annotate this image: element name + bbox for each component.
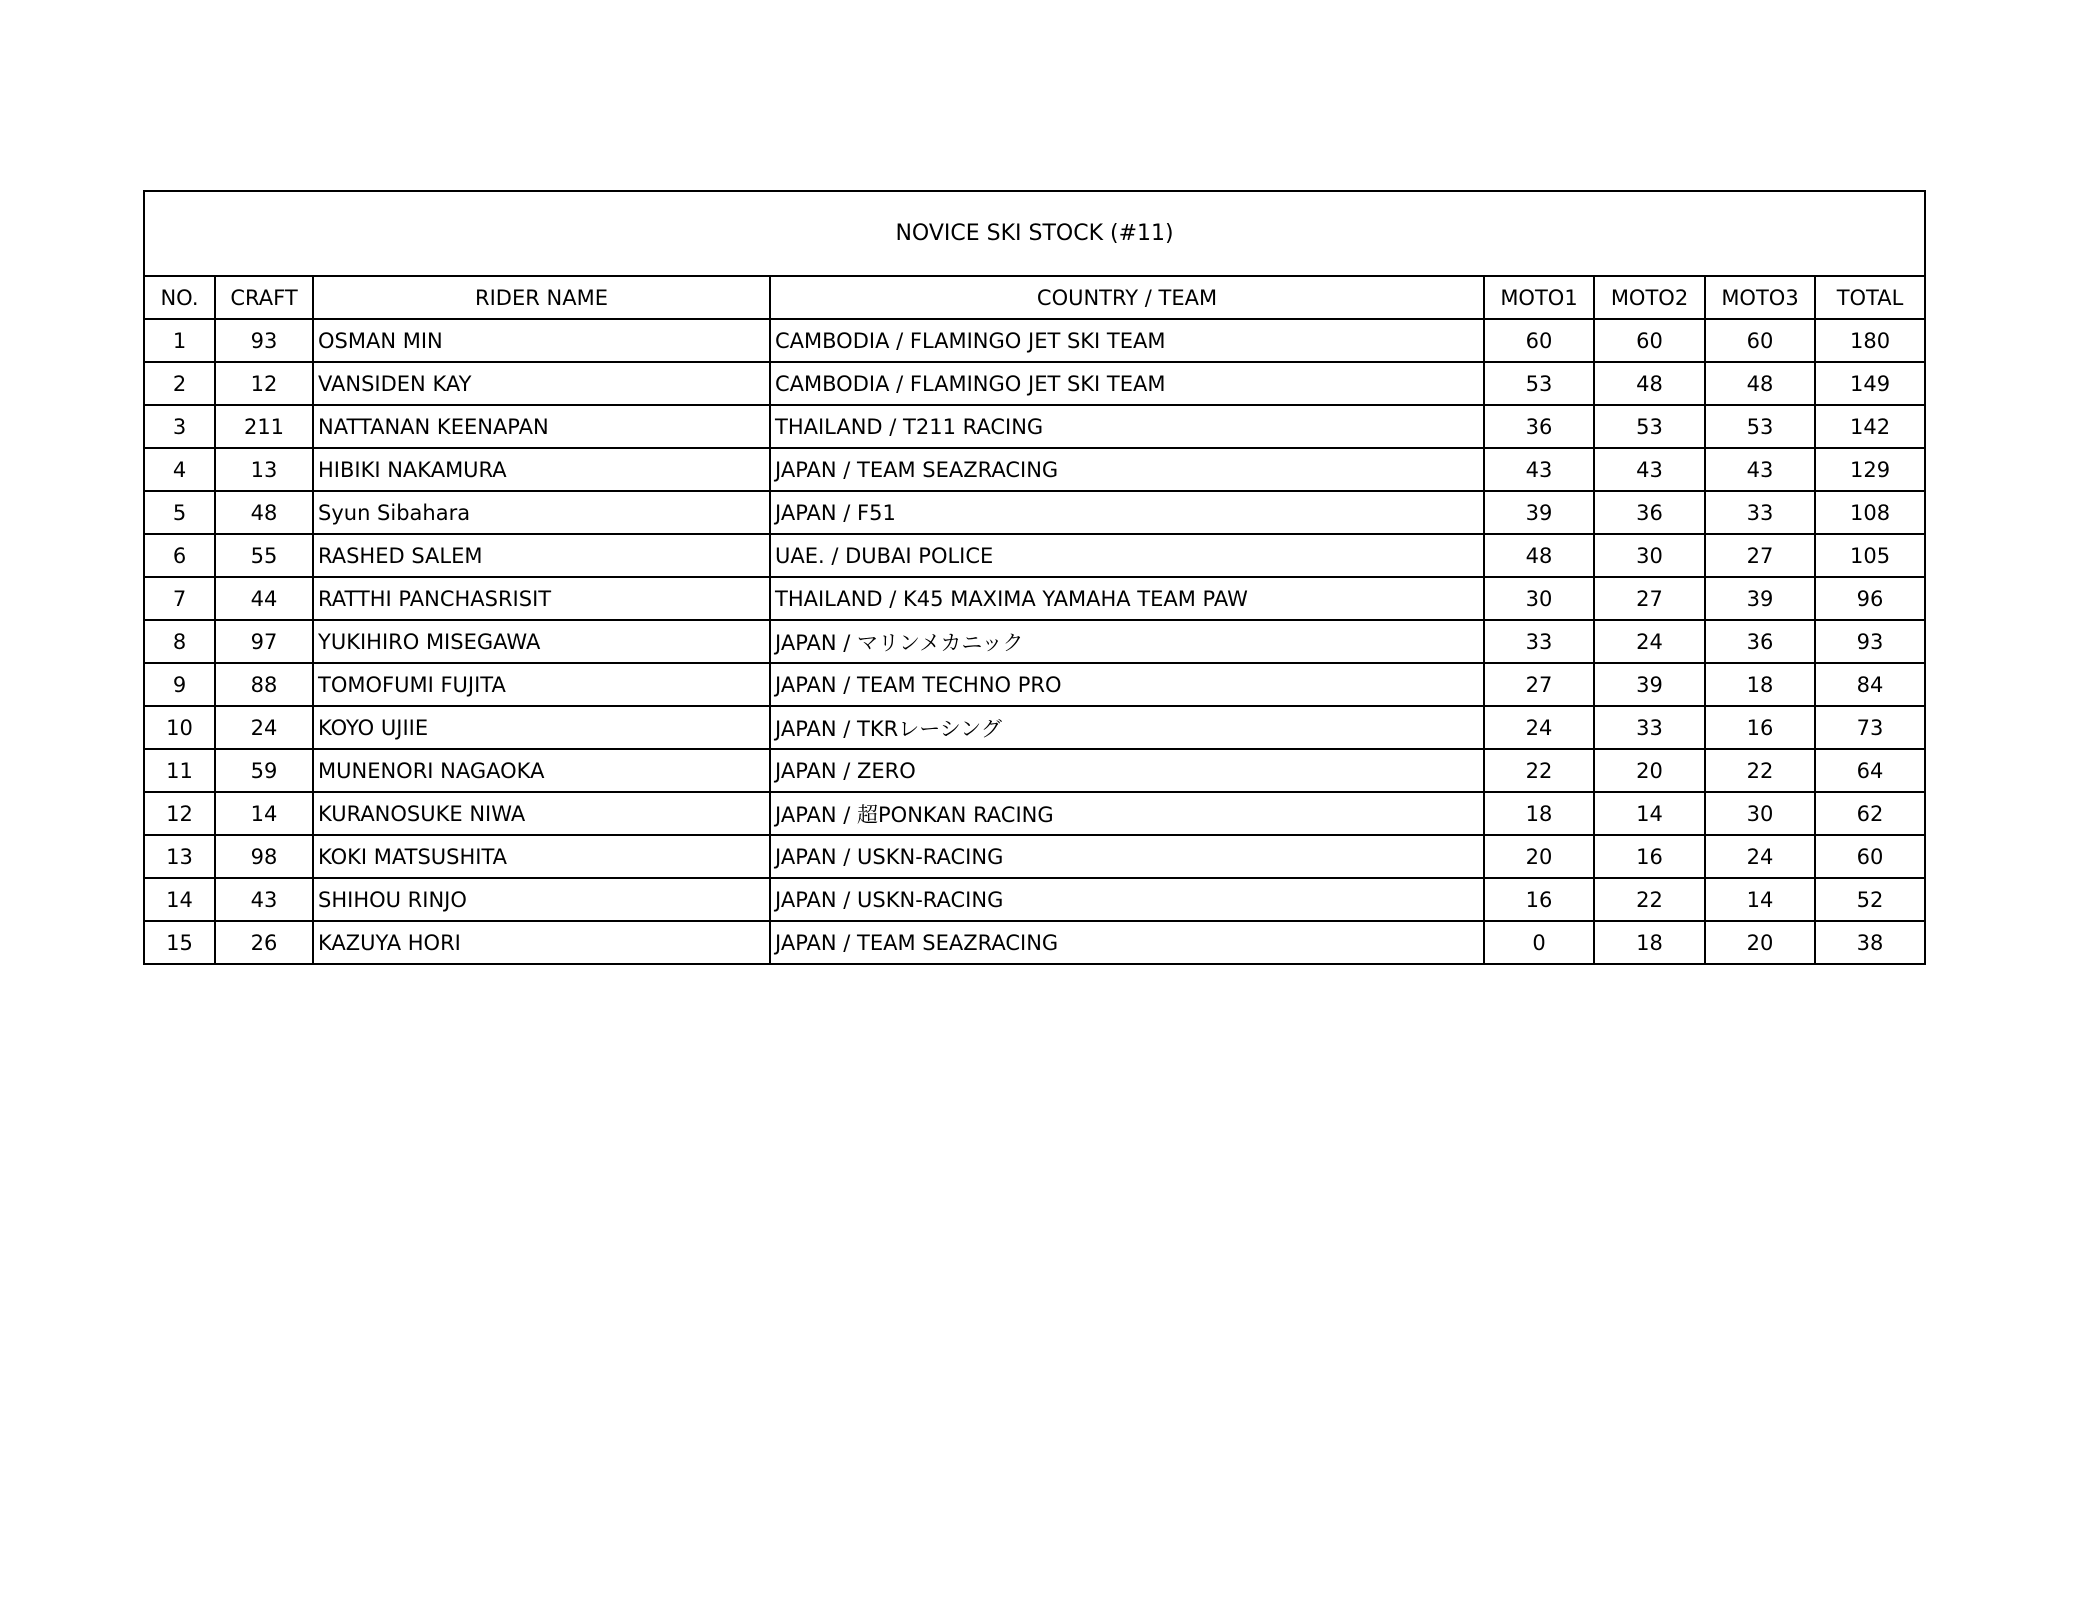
cell-rider-name: OSMAN MIN (313, 319, 770, 362)
cell-country-team: JAPAN / TEAM TECHNO PRO (770, 663, 1484, 706)
cell-rider-name: Syun Sibahara (313, 491, 770, 534)
cell-moto1: 22 (1484, 749, 1594, 792)
cell-country-team: JAPAN / マリンメカニック (770, 620, 1484, 663)
table-row (144, 706, 1925, 749)
cell-rider-name: SHIHOU RINJO (313, 878, 770, 921)
cell-moto1: 24 (1484, 706, 1594, 749)
table-row (144, 620, 1925, 663)
cell-craft: 14 (215, 792, 313, 835)
cell-moto1: 53 (1484, 362, 1594, 405)
cell-country-team: JAPAN / TKRレーシング (770, 706, 1484, 749)
cell-craft: 12 (215, 362, 313, 405)
cell-no: 15 (144, 921, 215, 964)
cell-moto2: 18 (1594, 921, 1705, 964)
header-craft: CRAFT (215, 276, 313, 319)
cell-country-team: JAPAN / TEAM SEAZRACING (770, 921, 1484, 964)
header-total: TOTAL (1815, 276, 1925, 319)
cell-no: 11 (144, 749, 215, 792)
cell-country-team: JAPAN / TEAM SEAZRACING (770, 448, 1484, 491)
cell-craft: 44 (215, 577, 313, 620)
cell-moto3: 14 (1705, 878, 1815, 921)
cell-moto3: 18 (1705, 663, 1815, 706)
cell-rider-name: KOYO UJIIE (313, 706, 770, 749)
cell-country-team: JAPAN / ZERO (770, 749, 1484, 792)
cell-moto3: 22 (1705, 749, 1815, 792)
cell-rider-name: VANSIDEN KAY (313, 362, 770, 405)
cell-moto3: 27 (1705, 534, 1815, 577)
cell-craft: 93 (215, 319, 313, 362)
cell-moto2: 30 (1594, 534, 1705, 577)
cell-moto1: 20 (1484, 835, 1594, 878)
table-row (144, 792, 1925, 835)
table-row (144, 577, 1925, 620)
cell-total: 62 (1815, 792, 1925, 835)
cell-total: 52 (1815, 878, 1925, 921)
cell-craft: 88 (215, 663, 313, 706)
cell-no: 7 (144, 577, 215, 620)
cell-craft: 43 (215, 878, 313, 921)
cell-moto2: 43 (1594, 448, 1705, 491)
table-row (144, 448, 1925, 491)
cell-total: 180 (1815, 319, 1925, 362)
cell-country-team: UAE. / DUBAI POLICE (770, 534, 1484, 577)
cell-no: 9 (144, 663, 215, 706)
cell-no: 14 (144, 878, 215, 921)
table-body (144, 319, 1925, 964)
cell-total: 149 (1815, 362, 1925, 405)
cell-craft: 24 (215, 706, 313, 749)
cell-rider-name: KOKI MATSUSHITA (313, 835, 770, 878)
cell-moto2: 22 (1594, 878, 1705, 921)
cell-moto2: 16 (1594, 835, 1705, 878)
table-row (144, 663, 1925, 706)
cell-country-team: JAPAN / F51 (770, 491, 1484, 534)
cell-craft: 13 (215, 448, 313, 491)
cell-total: 64 (1815, 749, 1925, 792)
cell-rider-name: RATTHI PANCHASRISIT (313, 577, 770, 620)
cell-total: 108 (1815, 491, 1925, 534)
cell-rider-name: HIBIKI NAKAMURA (313, 448, 770, 491)
cell-moto2: 27 (1594, 577, 1705, 620)
cell-moto2: 36 (1594, 491, 1705, 534)
cell-no: 10 (144, 706, 215, 749)
cell-craft: 26 (215, 921, 313, 964)
cell-moto2: 33 (1594, 706, 1705, 749)
cell-rider-name: YUKIHIRO MISEGAWA (313, 620, 770, 663)
cell-country-team: CAMBODIA / FLAMINGO JET SKI TEAM (770, 319, 1484, 362)
table-row (144, 878, 1925, 921)
cell-country-team: CAMBODIA / FLAMINGO JET SKI TEAM (770, 362, 1484, 405)
cell-no: 1 (144, 319, 215, 362)
cell-rider-name: KURANOSUKE NIWA (313, 792, 770, 835)
table-row (144, 362, 1925, 405)
cell-total: 38 (1815, 921, 1925, 964)
cell-total: 73 (1815, 706, 1925, 749)
cell-total: 60 (1815, 835, 1925, 878)
header-moto1: MOTO1 (1484, 276, 1594, 319)
cell-craft: 55 (215, 534, 313, 577)
cell-no: 5 (144, 491, 215, 534)
header-country-team: COUNTRY / TEAM (770, 276, 1484, 319)
table-row (144, 534, 1925, 577)
header-rider-name: RIDER NAME (313, 276, 770, 319)
cell-moto3: 30 (1705, 792, 1815, 835)
cell-no: 6 (144, 534, 215, 577)
cell-country-team: JAPAN / USKN-RACING (770, 835, 1484, 878)
cell-moto2: 20 (1594, 749, 1705, 792)
table-row (144, 405, 1925, 448)
cell-no: 2 (144, 362, 215, 405)
cell-country-team: THAILAND / T211 RACING (770, 405, 1484, 448)
cell-moto1: 43 (1484, 448, 1594, 491)
cell-moto1: 48 (1484, 534, 1594, 577)
cell-rider-name: RASHED SALEM (313, 534, 770, 577)
cell-moto3: 53 (1705, 405, 1815, 448)
cell-moto3: 33 (1705, 491, 1815, 534)
title-row (144, 191, 1925, 276)
cell-craft: 59 (215, 749, 313, 792)
cell-moto3: 60 (1705, 319, 1815, 362)
cell-total: 84 (1815, 663, 1925, 706)
header-no: NO. (144, 276, 215, 319)
cell-craft: 98 (215, 835, 313, 878)
cell-moto3: 48 (1705, 362, 1815, 405)
cell-no: 8 (144, 620, 215, 663)
cell-rider-name: MUNENORI NAGAOKA (313, 749, 770, 792)
cell-moto3: 16 (1705, 706, 1815, 749)
cell-moto1: 18 (1484, 792, 1594, 835)
cell-moto3: 43 (1705, 448, 1815, 491)
cell-craft: 97 (215, 620, 313, 663)
cell-moto2: 14 (1594, 792, 1705, 835)
cell-rider-name: NATTANAN KEENAPAN (313, 405, 770, 448)
table-row (144, 921, 1925, 964)
cell-moto2: 39 (1594, 663, 1705, 706)
cell-total: 129 (1815, 448, 1925, 491)
cell-moto1: 0 (1484, 921, 1594, 964)
table-row (144, 749, 1925, 792)
cell-moto1: 30 (1484, 577, 1594, 620)
cell-no: 3 (144, 405, 215, 448)
header-row (144, 276, 1925, 319)
header-moto2: MOTO2 (1594, 276, 1705, 319)
cell-no: 4 (144, 448, 215, 491)
cell-total: 96 (1815, 577, 1925, 620)
cell-total: 142 (1815, 405, 1925, 448)
cell-moto1: 60 (1484, 319, 1594, 362)
cell-moto1: 33 (1484, 620, 1594, 663)
cell-total: 105 (1815, 534, 1925, 577)
cell-craft: 211 (215, 405, 313, 448)
results-table (143, 190, 1926, 965)
cell-craft: 48 (215, 491, 313, 534)
cell-rider-name: TOMOFUMI FUJITA (313, 663, 770, 706)
cell-moto3: 24 (1705, 835, 1815, 878)
cell-moto2: 24 (1594, 620, 1705, 663)
table-row (144, 835, 1925, 878)
cell-country-team: THAILAND / K45 MAXIMA YAMAHA TEAM PAW (770, 577, 1484, 620)
cell-moto2: 48 (1594, 362, 1705, 405)
cell-moto3: 20 (1705, 921, 1815, 964)
cell-moto3: 39 (1705, 577, 1815, 620)
cell-moto1: 36 (1484, 405, 1594, 448)
table-row (144, 319, 1925, 362)
cell-moto2: 60 (1594, 319, 1705, 362)
table-row (144, 491, 1925, 534)
cell-total: 93 (1815, 620, 1925, 663)
cell-moto3: 36 (1705, 620, 1815, 663)
cell-no: 12 (144, 792, 215, 835)
cell-country-team: JAPAN / USKN-RACING (770, 878, 1484, 921)
cell-moto1: 39 (1484, 491, 1594, 534)
cell-rider-name: KAZUYA HORI (313, 921, 770, 964)
cell-moto2: 53 (1594, 405, 1705, 448)
cell-moto1: 16 (1484, 878, 1594, 921)
table-title: NOVICE SKI STOCK (#11) (144, 191, 1925, 276)
cell-moto1: 27 (1484, 663, 1594, 706)
cell-country-team: JAPAN / 超PONKAN RACING (770, 792, 1484, 835)
header-moto3: MOTO3 (1705, 276, 1815, 319)
cell-no: 13 (144, 835, 215, 878)
